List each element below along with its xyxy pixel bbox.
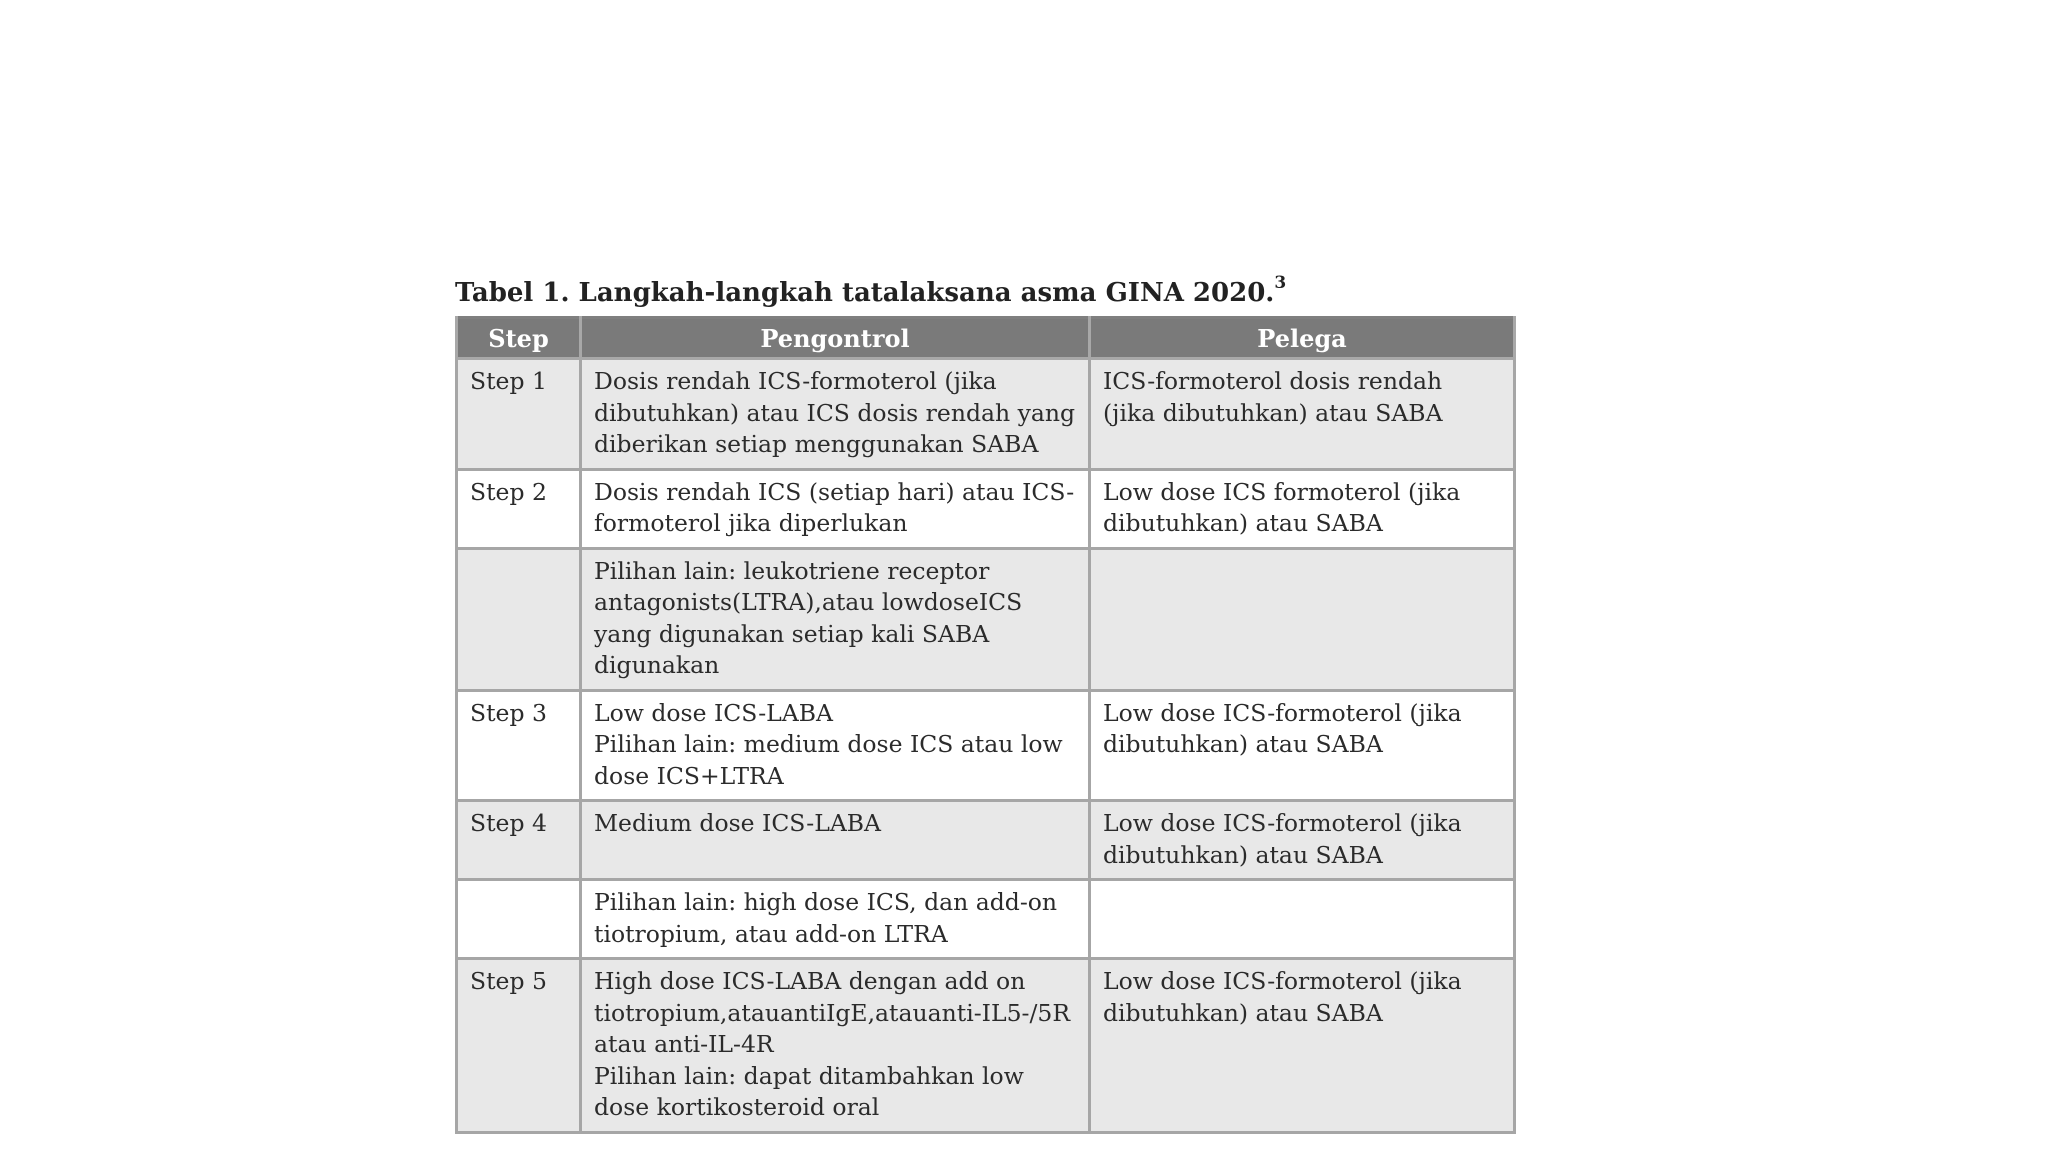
reliever-cell	[1090, 880, 1515, 959]
reliever-cell: Low dose ICS-formoterol (jika dibutuhkan) atau SABA	[1090, 801, 1515, 880]
step-cell: Step 5	[457, 959, 581, 1133]
controller-text: Dosis rendah ICS (setiap hari) atau ICS-formoterol jika diperlukan	[594, 477, 1075, 537]
table-row	[457, 880, 1515, 959]
controller-cell	[581, 959, 1090, 1133]
controller-alternative-text: Pilihan lain: medium dose ICS atau low dose ICS+LTRA	[594, 730, 1063, 790]
step-cell: Step 4	[457, 801, 581, 880]
controller-cell	[581, 359, 1090, 470]
controller-cell	[581, 690, 1090, 801]
table-caption	[455, 273, 1513, 310]
controller-text: Pilihan lain: high dose ICS, dan add-on tiotropium, atau add-on LTRA	[594, 888, 1058, 948]
step-cell: Step 3	[457, 690, 581, 801]
reliever-cell: Low dose ICS formoterol (jika dibutuhkan) atau SABA	[1090, 469, 1515, 548]
controller-text: Medium dose ICS-LABA	[594, 809, 882, 837]
controller-cell	[581, 548, 1090, 690]
asthma-treatment-table	[455, 316, 1516, 1134]
controller-cell	[581, 801, 1090, 880]
table-row	[457, 959, 1515, 1133]
reliever-cell: Low dose ICS-formoterol (jika dibutuhkan) atau SABA	[1090, 959, 1515, 1133]
controller-text: Low dose ICS-LABA	[594, 698, 833, 727]
step-cell	[457, 548, 581, 690]
table-row	[457, 548, 1515, 690]
controller-cell	[581, 880, 1090, 959]
table-row	[457, 359, 1515, 470]
table-row	[457, 801, 1515, 880]
header-controller: Pengontrol	[581, 318, 1090, 359]
reliever-cell	[1090, 548, 1515, 690]
table-container	[455, 273, 1513, 1134]
controller-text: High dose ICS-LABA dengan add on tiotropium,atauantiIgE,atauanti-IL5-/5R atau anti-IL-4R	[594, 967, 1071, 1058]
step-cell: Step 2	[457, 469, 581, 548]
header-reliever: Pelega	[1090, 318, 1515, 359]
table-row	[457, 469, 1515, 548]
header-step: Step	[457, 318, 581, 359]
controller-cell	[581, 469, 1090, 548]
reliever-cell: Low dose ICS-formoterol (jika dibutuhkan) atau SABA	[1090, 690, 1515, 801]
step-cell	[457, 880, 581, 959]
controller-text: Dosis rendah ICS-formoterol (jika dibutuhkan) atau ICS dosis rendah yang diberikan setiap menggunakan SABA	[594, 367, 1076, 458]
caption-text: Tabel 1. Langkah-langkah tatalaksana asma GINA 2020.	[455, 278, 1275, 308]
table-row	[457, 690, 1515, 801]
step-cell: Step 1	[457, 359, 581, 470]
caption-reference: 3	[1274, 273, 1287, 293]
controller-text: Pilihan lain: leukotriene receptor antagonists(LTRA),atau lowdoseICS yang digunakan setiap kali SABA digunakan	[594, 556, 1023, 679]
controller-alternative-text: Pilihan lain: dapat ditambahkan low dose kortikosteroid oral	[594, 1061, 1024, 1121]
reliever-cell: ICS-formoterol dosis rendah (jika dibutuhkan) atau SABA	[1090, 359, 1515, 470]
table-header-row	[457, 318, 1515, 359]
